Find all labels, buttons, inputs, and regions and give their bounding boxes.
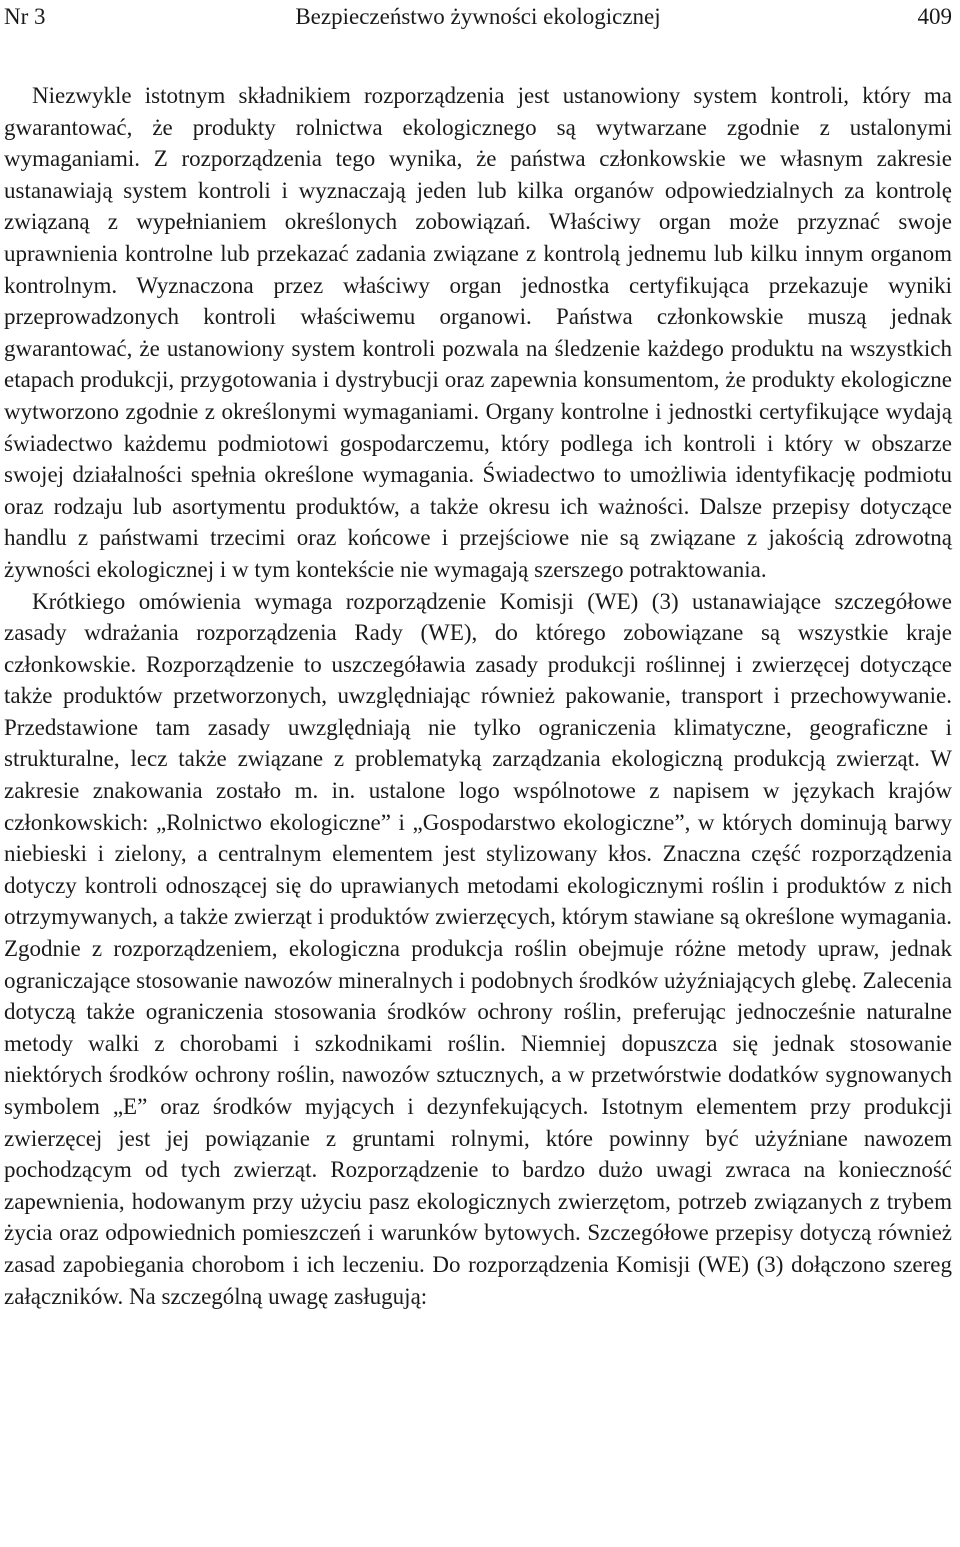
- running-title: Bezpieczeństwo żywności ekologicznej: [295, 4, 661, 29]
- running-header: [4, 0, 952, 34]
- paragraph-control-system: Niezwykle istotnym składnikiem rozporządzenia jest ustanowiony system kontroli, który ma gwarantować, że produkty rolnictwa ekologicznego są wytwarzane zgodnie z ustalonymi wymaganiami. Z rozporządzenia tego wynika, że państwa członkowskie we własnym zakresie ustanawiają system kontroli i wyznaczają jeden lub kilka organów odpowiedzialnych za kontrolę związaną z wypełnianiem określonych zobowiązań. Właściwy organ może przyznać swoje uprawnienia kontrolne lub przekazać zadania związane z kontrolą jednemu lub kilku innym organom kontrolnym. Wyznaczona przez właściwy organ jednostka certyfikująca przekazuje wyniki przeprowadzonych kontroli właściwemu organowi. Państwa członkowskie muszą jednak gwarantować, że ustanowiony system kontroli pozwala na śledzenie każdego produktu na wszystkich etapach produkcji, przygotowania i dystrybucji oraz zapewnia konsumentom, że produkty ekologiczne wytworzono zgodnie z określonymi wymaganiami. Organy kontrolne i jednostki certyfikujące wydają świadectwo każdemu podmiotowi gospodarczemu, który podlega ich kontroli i który w obszarze swojej działalności spełnia określone wymagania. Świadectwo to umożliwia identyfikację podmiotu oraz rodzaju lub asortymentu produktów, a także okresu ich ważności. Dalsze przepisy dotyczące handlu z państwami trzecimi oraz końcowe i przejściowe nie są związane z jakością zdrowotną żywności ekologicznej i w tym kontekście nie wymagają szerszego potraktowania.: [4, 83, 952, 582]
- paragraph-commission-regulation: Krótkiego omówienia wymaga rozporządzenie Komisji (WE) (3) ustanawiające szczegółowe zasady wdrażania rozporządzenia Rady (WE), do którego zobowiązane są wszystkie kraje członkowskie. Rozporządzenie to uszczegóławia zasady produkcji roślinnej i zwierzęcej dotyczące także produktów przetworzonych, uwzględniając również pakowanie, transport i przechowywanie. Przedstawione tam zasady uwzględniają nie tylko ograniczenia klimatyczne, geograficzne i strukturalne, lecz także związane z problematyką zarządzania ekologiczną produkcją zwierząt. W zakresie znakowania zostało m. in. ustalone logo wspólnotowe z napisem w językach krajów członkowskich: „Rolnictwo ekologiczne” i „Gospodarstwo ekologiczne”, w których dominują barwy niebieski i zielony, a centralnym elementem jest stylizowany kłos. Znaczna część rozporządzenia dotyczy kontroli odnoszącej się do uprawianych metodami ekologicznymi roślin i produktów z nich otrzymywanych, a także zwierząt i produktów zwierzęcych, którym stawiane są określone wymagania. Zgodnie z rozporządzeniem, ekologiczna produkcja roślin obejmuje różne metody upraw, jednak ograniczające stosowanie nawozów mineralnych i podobnych środków użyźniających glebę. Zalecenia dotyczą także ograniczenia stosowania środków ochrony roślin, preferując jednocześnie naturalne metody walki z chorobami i szkodnikami roślin. Niemniej dopuszcza się jednak stosowanie niektórych środków ochrony roślin, nawozów sztucznych, a w przetwórstwie dodatków sygnowanych symbolem „E” oraz środków myjących i dezynfekujących. Istotnym elementem przy produkcji zwierzęcej jest jej powiązanie z gruntami rolnymi, które powinny być użyźniane nawozem pochodzącym od tych zwierząt. Rozporządzenie to bardzo dużo uwagi zwraca na konieczność zapewnienia, hodowanym przy użyciu pasz ekologicznych zwierzętom, potrzeb związanych z trybem życia oraz odpowiednich pomieszczeń i warunków bytowych. Szczegółowe przepisy dotyczą również zasad zapobiegania chorobom i ich leczeniu. Do rozporządzenia Komisji (WE) (3) dołączono szereg załączników. Na szczególną uwagę zasługują:: [4, 588, 952, 1309]
- issue-number: Nr 3: [4, 4, 46, 29]
- document-page: [4, 0, 952, 1309]
- document-body: [4, 80, 952, 1312]
- page-number: 409: [917, 4, 952, 29]
